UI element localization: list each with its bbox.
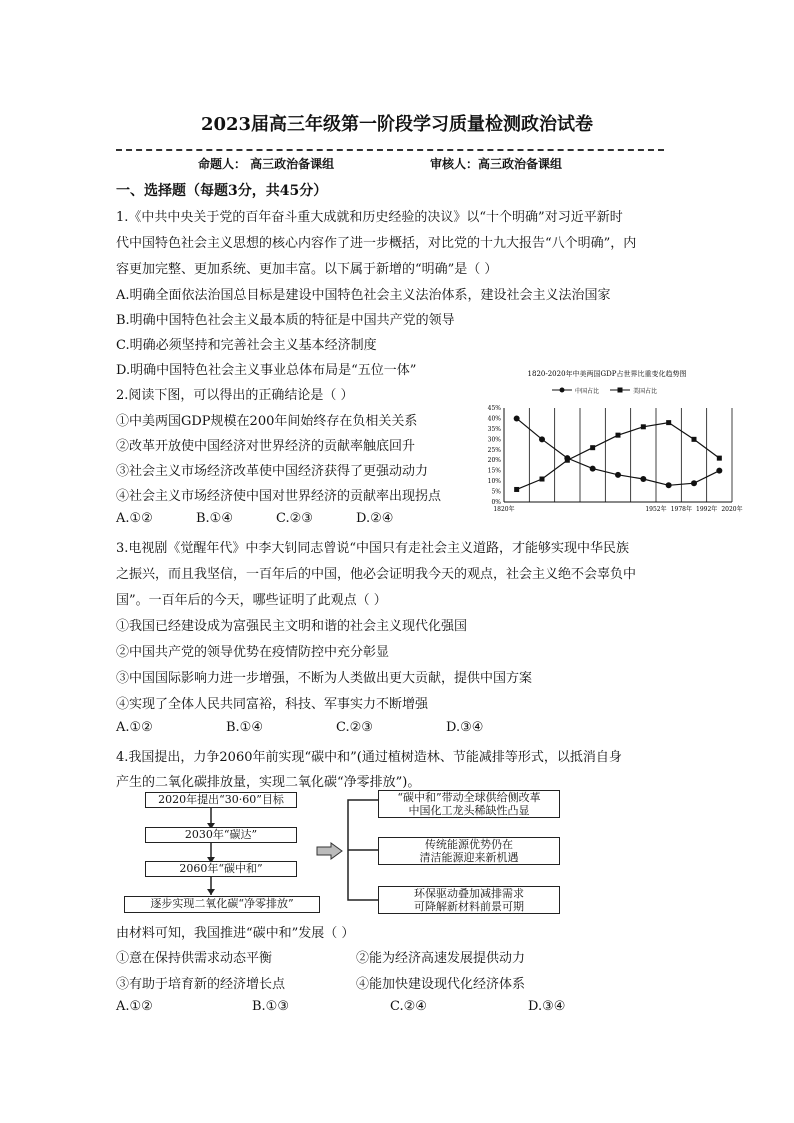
usa-point [514,487,519,492]
usa-point [540,477,545,482]
q1-option-c: C.明确必须坚持和完善社会主义基本经济制度 [116,338,377,353]
flow-step: 2030年“碳达” [145,827,297,843]
exam-title: 2023届高三年级第一阶段学习质量检测政治试卷 [200,114,594,135]
q1-option-a: A.明确全面依法治国总目标是建设中国特色社会主义法治体系，建设社会主义法治国家 [116,288,611,303]
carbon-neutral-flowchart [116,790,576,915]
x-tick-label: 1992年 [696,506,718,513]
flow-step: 2060年“碳中和” [145,861,297,877]
legend-usa-marker [618,388,623,393]
q3-stem-line: 3.电视剧《觉醒年代》中李大钊同志曾说“中国只有走社会主义道路，才能够实现中华民族 [116,541,630,556]
china-point [640,476,646,482]
q4-stem-line: 产生的二氧化碳排放量，实现二氧化碳“净零排放”)。 [116,775,421,790]
q4-choice-b: B.①③ [252,999,289,1014]
legend-china-marker [560,388,565,393]
q2-item: ①中美两国GDP规模在200年间始终存在负相关关系 [116,414,418,429]
q2-choice-c: C.②③ [276,511,313,526]
q3-stem-line: 国”。一百年后的今天，哪些证明了此观点（ ） [116,593,387,608]
usa-point [666,420,671,425]
x-tick-label: 2020年 [721,506,743,513]
y-tick-label: 30% [487,436,501,444]
q2-choice-d: D.②④ [356,511,394,526]
q1-stem-line: 1.《中共中央关于党的百年奋斗重大成就和历史经验的决议》以“十个明确”对习近平新时 [116,210,623,225]
china-point [666,482,672,488]
q3-item: ④实现了全体人民共同富裕，科技、军事实力不断增强 [116,697,429,712]
y-tick-label: 35% [487,425,501,433]
divider [116,149,664,151]
q4-item: ④能加快建设现代化经济体系 [356,977,526,992]
q4-question: 由材料可知，我国推进“碳中和”发展（ ） [116,926,355,941]
q2-choice-a: A.①② [116,511,153,526]
q1-option-d: D.明确中国特色社会主义事业总体布局是“五位一体” [116,363,417,378]
legend-china: 中国占比 [575,388,600,395]
usa-point [565,458,570,463]
section-heading: 一、选择题（每题3分，共45分） [116,183,328,199]
chart-legend [552,387,657,395]
q4-stem-line: 4.我国提出，力争2060年前实现“碳中和”(通过植树造林、节能减排等形式，以抵消自身 [116,750,622,765]
q3-item: ①我国已经建设成为富强民主文明和谐的社会主义现代化强国 [116,619,468,634]
y-tick-label: 10% [487,478,501,486]
q1-option-b: B.明确中国特色社会主义最本质的特征是中国共产党的领导 [116,313,455,328]
china-point [514,415,520,421]
q2-item: ②改革开放使中国经济对世界经济的贡献率触底回升 [116,439,416,454]
q3-choice-a: A.①② [116,720,153,735]
series-usa-line [517,423,720,490]
china-point [615,472,621,478]
flow-step: 逐步实现二氧化碳“净零排放” [124,896,320,913]
author-label: 命题人： 高三政治备课组 [198,157,335,171]
y-tick-label: 40% [487,415,501,423]
flow-outcome: 环保驱动叠加减排需求 可降解新材料前景可期 [378,886,560,914]
y-tick-label: 25% [487,446,501,454]
q2-item: ④社会主义市场经济使中国对世界经济的贡献率出现拐点 [116,489,442,504]
china-point [716,468,722,474]
x-tick-label: 1952年 [645,506,667,513]
usa-point [717,456,722,461]
legend-usa: 美国占比 [633,388,658,395]
flow-outcome: 传统能源优势仍在 清洁能源迎来新机遇 [378,837,560,865]
flow-arrow [317,843,342,859]
q1-stem-line: 容更加完整、更加系统、更加丰富。以下属于新增的“明确”是（ ） [116,262,498,277]
q4-item: ③有助于培育新的经济增长点 [116,977,286,992]
usa-point [590,445,595,450]
usa-point [692,437,697,442]
q1-stem-line: 代中国特色社会主义思想的核心内容作了进一步概括，对比党的十九大报告“八个明确”，内 [116,236,637,251]
q3-item: ②中国共产党的领导优势在疫情防控中充分彰显 [116,645,390,660]
x-tick-label: 1978年 [670,506,692,513]
chart-title: 1820-2020年中美两国GDP占世界比重变化趋势图 [527,370,687,378]
usa-point [616,433,621,438]
y-tick-label: 20% [487,457,501,465]
q3-stem-line: 之振兴，而且我坚信，一百年后的中国，他必会证明我今天的观点，社会主义绝不会辜负中 [116,567,637,582]
q4-item: ②能为经济高速发展提供动力 [356,951,526,966]
q3-item: ③中国国际影响力进一步增强，不断为人类做出更大贡献，提供中国方案 [116,671,533,686]
reviewer-label: 审核人：高三政治备课组 [430,157,563,171]
y-tick-label: 0% [491,499,501,506]
q2-item: ③社会主义市场经济改革使中国经济获得了更强动动力 [116,464,429,479]
china-point [539,436,545,442]
usa-point [641,424,646,429]
y-tick-label: 5% [491,488,501,496]
q3-choice-c: C.②③ [336,720,373,735]
y-tick-label: 15% [487,467,501,475]
x-tick-label: 1820年 [493,506,515,513]
q4-item: ①意在保持供需求动态平衡 [116,951,273,966]
q4-choice-a: A.①② [116,999,153,1014]
china-point [691,480,697,486]
q2-stem: 2.阅读下图，可以得出的正确结论是（ ） [116,388,354,403]
flow-outcome: “碳中和”带动全球供给侧改革 中国化工龙头稀缺性凸显 [378,790,560,818]
q3-choice-b: B.①④ [226,720,263,735]
china-point [590,466,596,472]
flow-step: 2020年提出“30·60”目标 [145,792,297,808]
gdp-share-chart [474,366,743,516]
q3-choice-d: D.③④ [446,720,484,735]
q2-choice-b: B.①④ [196,511,233,526]
y-tick-label: 45% [487,405,501,412]
q4-choice-d: D.③④ [528,999,566,1014]
q4-choice-c: C.②④ [390,999,427,1014]
